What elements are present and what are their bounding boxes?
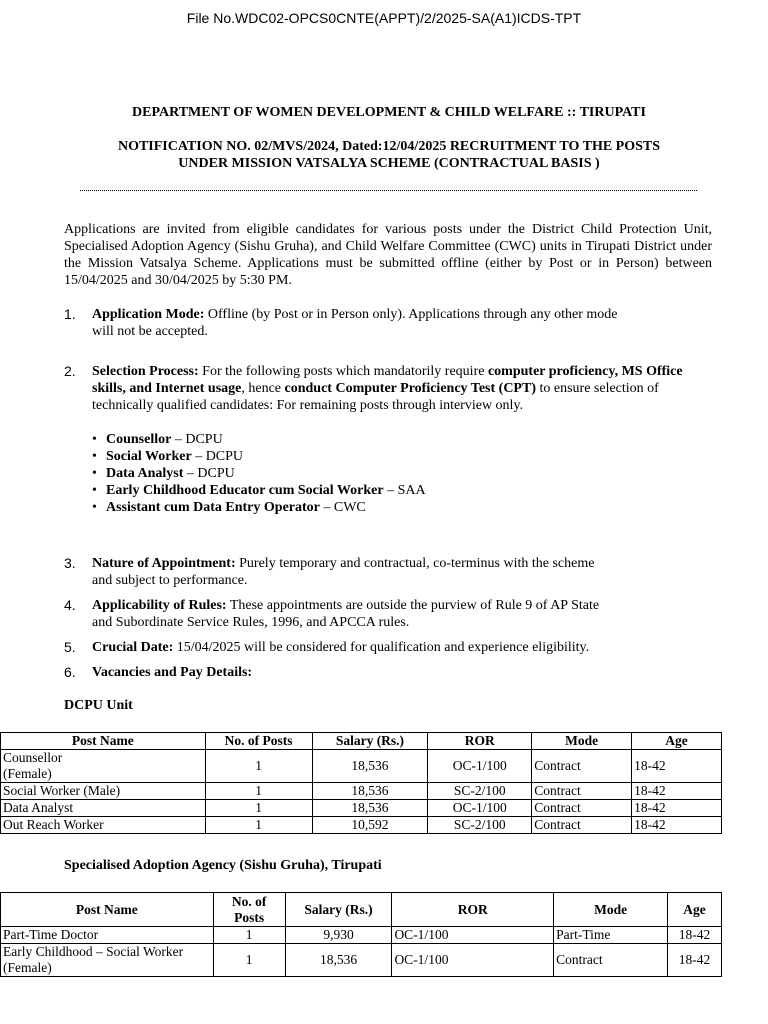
bullet-unit: – DCPU — [183, 466, 235, 481]
cell-post: Out Reach Worker — [1, 817, 206, 834]
point-nature-of-appointment — [64, 555, 724, 589]
bullet-unit: – DCPU — [191, 449, 244, 464]
cpt-post-list — [92, 431, 426, 516]
cell-age: 18-42 — [632, 800, 722, 817]
cell-ror: OC-1/100 — [392, 927, 554, 944]
cell-mode: Contract — [532, 750, 632, 783]
point-text: Offline (by Post or in Person only). Applications through any other mode — [204, 307, 618, 322]
point-title: Selection Process: — [92, 364, 199, 379]
cell-ror: OC-1/100 — [428, 800, 532, 817]
notification-line-2: UNDER MISSION VATSALYA SCHEME (CONTRACTUAL BASIS ) — [178, 156, 600, 171]
cell-ror: SC-2/100 — [428, 783, 532, 800]
point-number: 2. — [64, 363, 76, 379]
notification-line-1: NOTIFICATION NO. 02/MVS/2024, Dated:12/04/2025 RECRUITMENT TO THE POSTS — [117, 139, 661, 154]
col-ror: ROR — [428, 733, 532, 750]
cell-post: Data Analyst — [1, 800, 206, 817]
post-line-1: Counsellor — [3, 750, 63, 765]
list-item — [92, 448, 426, 465]
point-text-2: will not be accepted. — [92, 324, 208, 339]
cell-salary: 9,930 — [285, 927, 392, 944]
cell-mode: Contract — [554, 944, 668, 977]
cell-mode: Part-Time — [554, 927, 668, 944]
col-salary: Salary (Rs.) — [312, 733, 428, 750]
cell-ror: OC-1/100 — [428, 750, 532, 783]
col-post-name: Post Name — [1, 733, 206, 750]
dcpu-table — [0, 732, 722, 834]
cell-age: 18-42 — [632, 783, 722, 800]
point-number: 4. — [64, 597, 76, 613]
cell-ror: SC-2/100 — [428, 817, 532, 834]
table-row — [1, 783, 722, 800]
point-text-c: to ensure selection of technically qualified candidates: For remaining posts through interview only. — [92, 381, 659, 413]
point-text: Purely temporary and contractual, co-terminus with the scheme — [235, 556, 595, 571]
cell-posts: 1 — [205, 817, 312, 834]
point-text-2: and Subordinate Service Rules, 1996, and APCCA rules. — [92, 615, 410, 630]
cell-age: 18-42 — [668, 927, 722, 944]
col-ror: ROR — [392, 893, 554, 927]
point-selection-process — [64, 363, 712, 414]
cell-ror: OC-1/100 — [392, 944, 554, 977]
file-number: File No.WDC02-OPCS0CNTE(APPT)/2/2025-SA(A1)ICDS-TPT — [186, 10, 582, 26]
point-text-a: For the following posts which mandatorily require — [198, 364, 488, 379]
point-title: Crucial Date: — [92, 640, 174, 655]
cell-salary: 18,536 — [312, 800, 428, 817]
bullet-post: Social Worker — [106, 449, 192, 464]
point-text: These appointments are outside the purview of Rule 9 of AP State — [226, 598, 600, 613]
cell-salary: 10,592 — [312, 817, 428, 834]
saa-table — [0, 892, 722, 977]
col-age: Age — [632, 733, 722, 750]
point-vacancies — [64, 664, 724, 681]
cell-salary: 18,536 — [285, 944, 392, 977]
list-item — [92, 431, 426, 448]
cell-post — [1, 750, 206, 783]
table-row — [1, 927, 722, 944]
cell-posts: 1 — [213, 927, 285, 944]
cell-posts: 1 — [205, 750, 312, 783]
cell-posts: 1 — [205, 800, 312, 817]
saa-heading: Specialised Adoption Agency (Sishu Gruha), Tirupati — [64, 858, 382, 873]
list-item — [92, 482, 426, 499]
point-number: 1. — [64, 306, 76, 322]
point-bold-a: computer proficiency, MS Office skills, and Internet usage — [92, 364, 683, 396]
table-row — [1, 750, 722, 783]
table-row — [1, 944, 722, 977]
col-mode: Mode — [532, 733, 632, 750]
bullet-post: Counsellor — [106, 432, 172, 447]
table-row — [1, 817, 722, 834]
point-title: Application Mode: — [92, 307, 205, 322]
cell-salary: 18,536 — [312, 783, 428, 800]
col-post-name: Post Name — [1, 893, 214, 927]
intro-paragraph: Applications are invited from eligible candidates for various posts under the District Child Protection Unit, Specialised Adoption Agency (Sishu Gruha), and Child Welfare Committee (CWC) units in Tirupati District under the Mission Vatsalya Scheme. Applications must be submitted offline (either by Post or in Person) between 15/04/2025 and 30/04/2025 by 5:30 PM. — [64, 222, 712, 288]
post-line-1: Early Childhood – Social Worker — [3, 944, 184, 959]
table-row — [1, 800, 722, 817]
table-header-row — [1, 733, 722, 750]
bullet-post: Data Analyst — [106, 466, 184, 481]
post-line-2: (Female) — [3, 766, 52, 781]
point-crucial-date — [64, 639, 724, 656]
cell-post — [1, 944, 214, 977]
notification-title — [80, 138, 698, 172]
point-text: 15/04/2025 will be considered for qualification and experience eligibility. — [173, 640, 590, 655]
dotted-divider — [80, 190, 697, 191]
point-title: Vacancies and Pay Details: — [92, 665, 253, 680]
bullet-unit: – DCPU — [171, 432, 223, 447]
col-mode: Mode — [554, 893, 668, 927]
col-no-of-posts — [213, 893, 285, 927]
post-line-2: (Female) — [3, 960, 52, 975]
bullet-post: Early Childhood Educator cum Social Worker — [106, 483, 384, 498]
cell-post: Social Worker (Male) — [1, 783, 206, 800]
col-age: Age — [668, 893, 722, 927]
point-text-b: , hence — [241, 381, 285, 396]
header-line-2: Posts — [234, 909, 265, 925]
point-title: Applicability of Rules: — [92, 598, 227, 613]
bullet-unit: – CWC — [319, 500, 366, 515]
point-application-mode — [64, 306, 724, 340]
cell-salary: 18,536 — [312, 750, 428, 783]
dcpu-heading: DCPU Unit — [64, 698, 133, 713]
list-item — [92, 499, 426, 516]
bullet-post: Assistant cum Data Entry Operator — [106, 500, 320, 515]
cell-mode: Contract — [532, 817, 632, 834]
point-number: 6. — [64, 664, 76, 680]
table-header-row — [1, 893, 722, 927]
cell-mode: Contract — [532, 800, 632, 817]
cell-posts: 1 — [213, 944, 285, 977]
cell-mode: Contract — [532, 783, 632, 800]
point-text-2: and subject to performance. — [92, 573, 248, 588]
point-bold-b: conduct Computer Proficiency Test (CPT) — [284, 381, 536, 396]
cell-posts: 1 — [205, 783, 312, 800]
cell-age: 18-42 — [668, 944, 722, 977]
cell-post: Part-Time Doctor — [1, 927, 214, 944]
point-number: 3. — [64, 555, 76, 571]
point-number: 5. — [64, 639, 76, 655]
col-no-of-posts: No. of Posts — [205, 733, 312, 750]
bullet-unit: – SAA — [383, 483, 426, 498]
point-title: Nature of Appointment: — [92, 556, 236, 571]
col-salary: Salary (Rs.) — [285, 893, 392, 927]
cell-age: 18-42 — [632, 817, 722, 834]
cell-age: 18-42 — [632, 750, 722, 783]
list-item — [92, 465, 426, 482]
department-title: DEPARTMENT OF WOMEN DEVELOPMENT & CHILD WELFARE :: TIRUPATI — [132, 105, 646, 120]
header-line-1: No. of — [231, 893, 267, 909]
point-applicability-of-rules — [64, 597, 724, 631]
